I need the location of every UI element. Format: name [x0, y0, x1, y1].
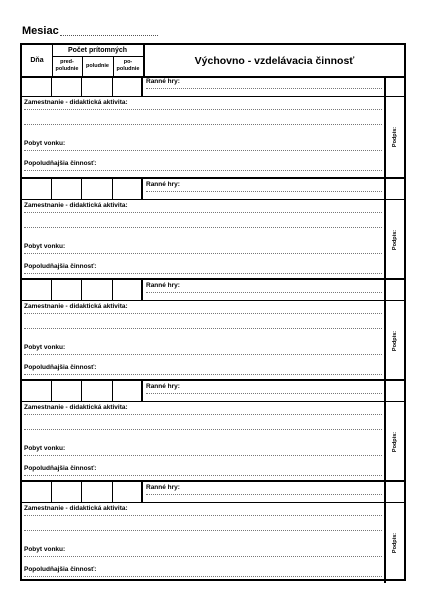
- morning-games-line[interactable]: [146, 494, 382, 495]
- day-block: [22, 379, 404, 480]
- header-afternoon-text: po- poludnie: [116, 59, 140, 72]
- header-afternoon: [113, 56, 143, 76]
- noon-count-cell[interactable]: [82, 482, 113, 502]
- noon-count-cell[interactable]: [82, 76, 113, 96]
- afternoon-activity-line[interactable]: [24, 475, 382, 476]
- noon-count-cell[interactable]: [82, 179, 113, 199]
- outdoor-line[interactable]: [24, 455, 382, 456]
- didactic-activity-label: Zamestnanie - didaktická aktivita:: [24, 404, 128, 411]
- signature-box[interactable]: [386, 96, 404, 177]
- afternoon-activity-label: Popoludňajšia činnosť:: [24, 566, 97, 573]
- afternoon-activity-line[interactable]: [24, 374, 382, 375]
- didactic-line-2[interactable]: [24, 328, 382, 329]
- month-label: Mesiac: [22, 25, 59, 37]
- row-divider: [22, 502, 384, 503]
- day-block: [22, 278, 404, 379]
- morning-games-label: Ranné hry:: [146, 484, 180, 491]
- noon-count-cell[interactable]: [82, 280, 113, 300]
- outdoor-line[interactable]: [24, 150, 382, 151]
- day-block: [22, 76, 404, 177]
- day-cell[interactable]: [22, 280, 52, 300]
- morning-games-line[interactable]: [146, 88, 382, 89]
- afternoon-activity-line[interactable]: [24, 273, 382, 274]
- header-day: Dňa: [22, 45, 53, 76]
- signature-box[interactable]: [386, 300, 404, 381]
- morning-games-label: Ranné hry:: [146, 282, 180, 289]
- afternoon-activity-label: Popoludňajšia činnosť:: [24, 364, 97, 371]
- outdoor-line[interactable]: [24, 556, 382, 557]
- didactic-activity-label: Zamestnanie - didaktická aktivita:: [24, 505, 128, 512]
- signature-column: [384, 381, 404, 482]
- morning-count-cell[interactable]: [52, 381, 82, 401]
- outdoor-label: Pobyt vonku:: [24, 344, 66, 351]
- header-attendance-title: Počet prítomných: [52, 45, 143, 57]
- header-noon-text: poludnie: [86, 62, 109, 69]
- header-attendance: [52, 45, 145, 76]
- outdoor-line[interactable]: [24, 354, 382, 355]
- morning-count-cell[interactable]: [52, 179, 82, 199]
- row-divider: [22, 300, 384, 301]
- morning-games-label: Ranné hry:: [146, 181, 180, 188]
- didactic-line-1[interactable]: [24, 414, 382, 415]
- attendance-cells: [22, 280, 143, 301]
- morning-games-line[interactable]: [146, 191, 382, 192]
- didactic-line-2[interactable]: [24, 429, 382, 430]
- outdoor-label: Pobyt vonku:: [24, 546, 66, 553]
- signature-label: Podpis:: [392, 431, 398, 453]
- didactic-line-1[interactable]: [24, 313, 382, 314]
- signature-column: [384, 76, 404, 177]
- header-morning: [52, 56, 83, 76]
- header-title: Výchovno - vzdelávacia činnosť: [194, 54, 355, 67]
- morning-games-line[interactable]: [146, 292, 382, 293]
- didactic-line-1[interactable]: [24, 515, 382, 516]
- attendance-cells: [22, 179, 143, 200]
- day-block: [22, 480, 404, 581]
- day-cell[interactable]: [22, 381, 52, 401]
- signature-label: Podpis:: [392, 532, 398, 554]
- outdoor-label: Pobyt vonku:: [24, 243, 66, 250]
- didactic-line-2[interactable]: [24, 227, 382, 228]
- didactic-line-1[interactable]: [24, 212, 382, 213]
- afternoon-count-cell[interactable]: [113, 76, 143, 96]
- didactic-line-1[interactable]: [24, 109, 382, 110]
- outdoor-label: Pobyt vonku:: [24, 140, 66, 147]
- outdoor-label: Pobyt vonku:: [24, 445, 66, 452]
- signature-box[interactable]: [386, 502, 404, 583]
- signature-column: [384, 280, 404, 381]
- signature-label: Podpis:: [392, 330, 398, 352]
- activity-sheet: [20, 43, 406, 581]
- signature-box[interactable]: [386, 199, 404, 280]
- month-dotted-line: [60, 35, 158, 36]
- signature-label: Podpis:: [392, 229, 398, 251]
- outdoor-line[interactable]: [24, 253, 382, 254]
- row-divider: [22, 96, 384, 97]
- afternoon-count-cell[interactable]: [113, 280, 143, 300]
- header-morning-text: pred- poludnie: [55, 59, 79, 72]
- morning-games-label: Ranné hry:: [146, 78, 180, 85]
- didactic-line-2[interactable]: [24, 530, 382, 531]
- afternoon-activity-label: Popoludňajšia činnosť:: [24, 465, 97, 472]
- didactic-activity-label: Zamestnanie - didaktická aktivita:: [24, 202, 128, 209]
- signature-column: [384, 482, 404, 583]
- row-divider: [22, 199, 384, 200]
- afternoon-activity-label: Popoludňajšia činnosť:: [24, 160, 97, 167]
- didactic-activity-label: Zamestnanie - didaktická aktivita:: [24, 99, 128, 106]
- attendance-cells: [22, 381, 143, 402]
- morning-games-label: Ranné hry:: [146, 383, 180, 390]
- attendance-cells: [22, 482, 143, 503]
- afternoon-activity-line[interactable]: [24, 576, 382, 577]
- day-cell[interactable]: [22, 76, 52, 96]
- afternoon-activity-label: Popoludňajšia činnosť:: [24, 263, 97, 270]
- afternoon-count-cell[interactable]: [113, 179, 143, 199]
- day-cell[interactable]: [22, 482, 52, 502]
- header-noon: [82, 56, 114, 76]
- morning-count-cell[interactable]: [52, 280, 82, 300]
- signature-column: [384, 179, 404, 280]
- signature-box[interactable]: [386, 401, 404, 482]
- afternoon-count-cell[interactable]: [113, 381, 143, 401]
- afternoon-count-cell[interactable]: [113, 482, 143, 502]
- didactic-line-2[interactable]: [24, 124, 382, 125]
- morning-games-line[interactable]: [146, 393, 382, 394]
- attendance-cells: [22, 76, 143, 97]
- signature-label: Podpis:: [392, 126, 398, 148]
- noon-count-cell[interactable]: [82, 381, 113, 401]
- morning-count-cell[interactable]: [52, 482, 82, 502]
- didactic-activity-label: Zamestnanie - didaktická aktivita:: [24, 303, 128, 310]
- row-divider: [22, 401, 384, 402]
- afternoon-activity-line[interactable]: [24, 170, 382, 171]
- day-cell[interactable]: [22, 179, 52, 199]
- day-block: [22, 177, 404, 278]
- morning-count-cell[interactable]: [52, 76, 82, 96]
- sheet-header: [22, 45, 404, 78]
